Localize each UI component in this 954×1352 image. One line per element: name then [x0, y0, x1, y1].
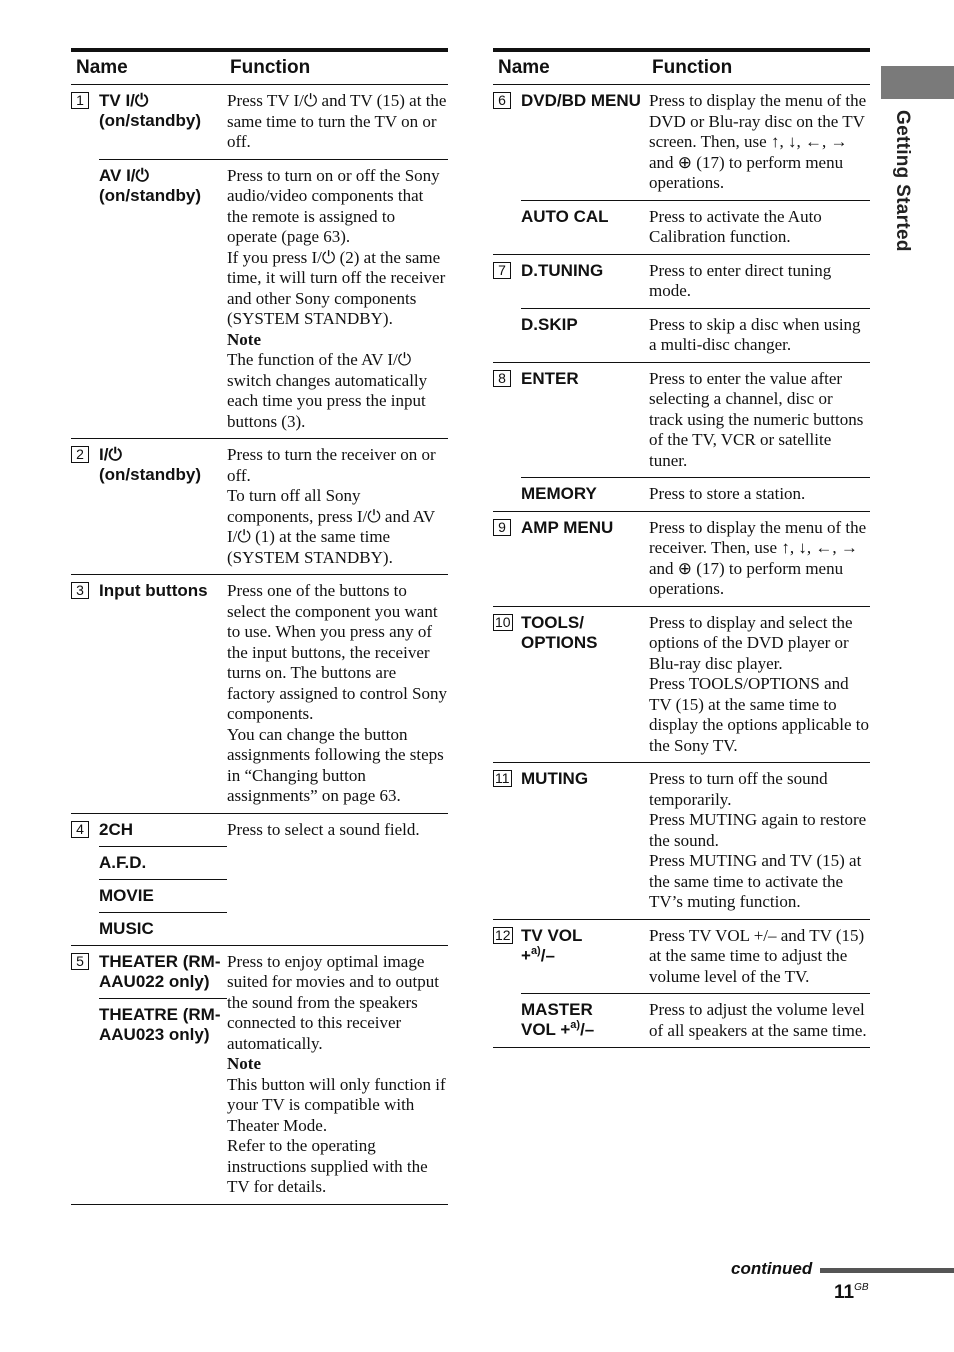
item-name: AV I/⏻ (on/standby): [99, 165, 201, 205]
table-header: [493, 48, 870, 85]
section-label: Getting Started: [892, 110, 913, 252]
item-number: 1: [71, 92, 89, 109]
note-label: Note: [227, 1054, 261, 1073]
table-row: [493, 763, 870, 920]
continued-bar: [820, 1268, 954, 1273]
item-function: Press to select a sound field.: [227, 819, 420, 839]
note-label: Note: [227, 329, 261, 349]
item-number: 12: [495, 926, 511, 943]
item-number: 5: [71, 953, 89, 970]
item-name: MUTING: [521, 769, 589, 788]
item-name: ENTER: [521, 368, 579, 388]
item-name: D.TUNING: [521, 260, 604, 280]
table-row: [71, 439, 448, 575]
item-number: 8: [493, 370, 511, 387]
item-name: AMP MENU: [521, 517, 614, 537]
item-name: TOOLS/ OPTIONS: [521, 612, 598, 652]
header-function: Function: [652, 57, 733, 78]
item-function: Press to enter the value after selecting a channel, disc or track using the numeric buttons of the TV, VCR or satellite tuner.: [649, 368, 864, 470]
item-name: A.F.D.: [99, 846, 227, 879]
item-name: MASTER VOL +$^{a)}$/–: [521, 1000, 595, 1039]
item-name: THEATRE (RM-AAU023 only): [99, 998, 227, 1051]
item-number: 11: [495, 770, 510, 786]
item-name: D.SKIP: [521, 314, 578, 334]
continued-label: continued: [731, 1259, 813, 1278]
page-number: $11^{GB}$: [834, 1282, 869, 1303]
item-name: Input buttons: [99, 581, 208, 600]
item-name: 2CH: [99, 819, 134, 839]
item-name: TV VOL +$^{a)}$/–: [521, 925, 583, 965]
item-function: Press to enter direct tuning mode.: [649, 260, 832, 300]
table-row: [71, 575, 448, 814]
item-function: Press to enjoy optimal image suited for movies and to output the sound from the speakers connected to this receiver automatically. Note This button will only function if your TV is compatible with Theater Mode. Refer to the operating instructions supplied with the TV for details.: [227, 951, 446, 1196]
item-name: THEATER (RM-AAU022 only): [99, 951, 221, 991]
item-number: 2: [71, 446, 89, 463]
item-number: 10: [495, 613, 511, 630]
table-row: [493, 607, 870, 764]
item-number: 6: [493, 92, 511, 109]
item-function: Press to store a station.: [649, 484, 806, 503]
item-function: Press to adjust the volume level of all speakers at the same time.: [649, 1000, 867, 1040]
item-function: Press one of the buttons to select the component you want to use. When you press any of the input buttons, the receiver turns on. The buttons are factory assigned to control Sony components. You can change the button assignments following the steps in “Changing button assignments” on page 63.: [227, 581, 448, 805]
item-function: Press to turn on or off the Sony audio/video components that the remote is assigned to operate (page 63). If you press I/⏻ (2) at the same time, it will turn off the receiver and other Sony components (SYSTEM STANDBY). Note The function of the AV I/⏻ switch changes automatically each time you press the input buttons (3).: [227, 165, 446, 431]
section-tab: [881, 66, 954, 99]
item-number: 7: [493, 262, 511, 279]
item-name: AUTO CAL: [521, 206, 609, 226]
table-row: [71, 814, 448, 946]
item-name: TV I/⏻ (on/standby): [99, 91, 201, 130]
table-row: [493, 920, 870, 1049]
item-function: Press to display and select the options of the DVD player or Blu-ray disc player. Press TOOLS/OPTIONS and TV (15) at the same time to display the options applicable to the Sony TV.: [649, 612, 870, 755]
header-name: Name: [498, 57, 550, 78]
right-table: [493, 48, 870, 1048]
table-row: [493, 85, 870, 255]
left-table: [71, 48, 448, 1205]
item-name: MUSIC: [99, 912, 227, 945]
table-row: [71, 85, 448, 439]
item-function: Press to display the menu of the receiver. Then, use ↑, ↓, ←, → and ⊕ (17) to perform menu operations.: [649, 517, 867, 598]
item-number: 3: [71, 582, 89, 599]
item-name: MEMORY: [521, 484, 597, 503]
item-function: Press TV I/⏻ and TV (15) at the same time to turn the TV on or off.: [227, 91, 447, 151]
item-function: Press to activate the Auto Calibration function.: [649, 206, 822, 246]
item-function: Press TV VOL +/– and TV (15) at the same time to adjust the volume level of the TV.: [649, 925, 865, 986]
item-number: 4: [71, 821, 89, 838]
table-header: [71, 48, 448, 85]
item-name: DVD/BD MENU: [521, 91, 641, 110]
header-function: Function: [230, 57, 311, 78]
item-function: Press to skip a disc when using a multi-disc changer.: [649, 314, 861, 354]
item-number: 9: [493, 519, 511, 536]
header-name: Name: [76, 57, 128, 78]
table-row: [493, 255, 870, 363]
item-function: Press to turn the receiver on or off. To turn off all Sony components, press I/⏻ and AV I/⏻ (1) at the same time (SYSTEM STANDBY).: [227, 445, 436, 567]
table-row: [493, 512, 870, 607]
item-name: I/⏻ (on/standby): [99, 445, 201, 484]
item-function: Press to turn off the sound temporarily. Press MUTING again to restore the sound. Press MUTING and TV (15) at the same time to activate the TV’s muting function.: [649, 769, 867, 911]
table-row: [71, 946, 448, 1205]
table-row: [493, 363, 870, 512]
item-function: Press to display the menu of the DVD or Blu-ray disc on the TV screen. Then, use ↑, ↓, ←, → and ⊕ (17) to perform menu operations.: [649, 91, 867, 192]
item-name: MOVIE: [99, 879, 227, 912]
